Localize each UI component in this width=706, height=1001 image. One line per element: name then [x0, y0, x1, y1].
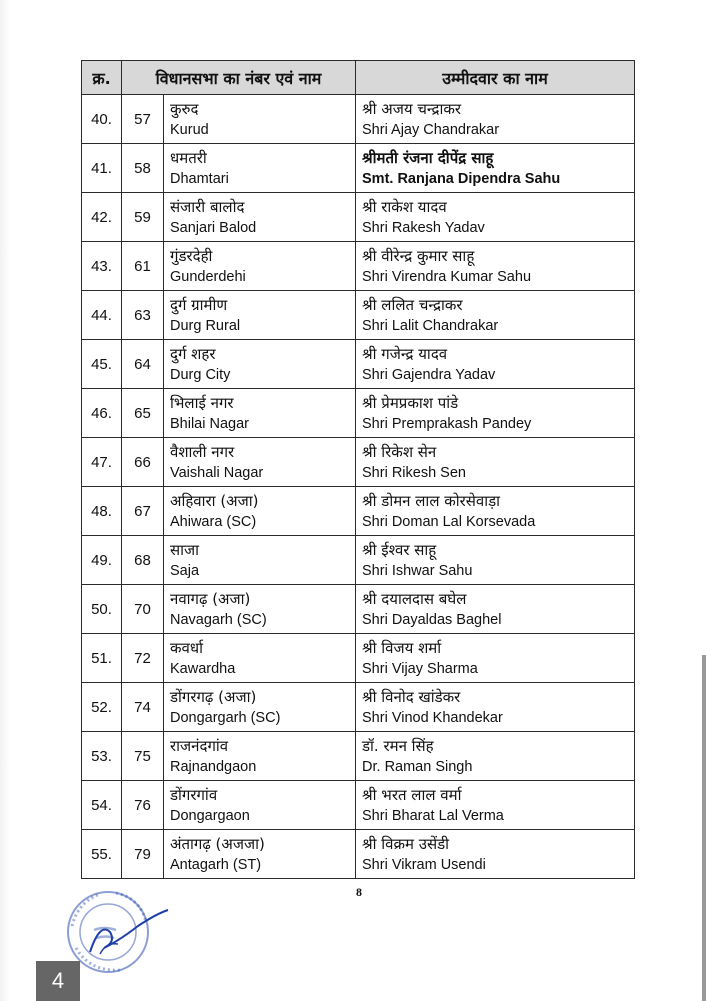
candidate-cell [356, 683, 635, 732]
candidate-name-english: Shri Dayaldas Baghel [362, 612, 502, 628]
candidate-name-english: Shri Vinod Khandekar [362, 710, 503, 726]
constituency-number: 79 [122, 830, 164, 879]
candidate-cell [356, 95, 635, 144]
constituency-name-hindi: डोंगरगांव [170, 786, 218, 804]
candidate-cell [356, 830, 635, 879]
candidate-name-hindi: श्री वीरेन्द्र कुमार साहू [362, 247, 475, 265]
candidate-name-english: Shri Bharat Lal Verma [362, 808, 504, 824]
constituency-name-english: Rajnandgaon [170, 759, 257, 775]
constituency-cell [164, 144, 356, 193]
table-row [82, 487, 635, 536]
constituency-number: 65 [122, 389, 164, 438]
constituency-cell [164, 536, 356, 585]
constituency-number: 72 [122, 634, 164, 683]
constituency-number: 70 [122, 585, 164, 634]
constituency-number: 59 [122, 193, 164, 242]
constituency-cell [164, 95, 356, 144]
constituency-name-hindi: दुर्ग ग्रामीण [170, 296, 228, 314]
constituency-cell [164, 732, 356, 781]
candidate-name-hindi: श्री प्रेमप्रकाश पांडे [362, 394, 459, 412]
table-row [82, 830, 635, 879]
serial-number: 54. [82, 781, 122, 830]
candidate-cell [356, 291, 635, 340]
table-row [82, 683, 635, 732]
constituency-name-hindi: धमतरी [170, 149, 207, 167]
serial-number: 43. [82, 242, 122, 291]
constituency-cell [164, 193, 356, 242]
constituency-number: 58 [122, 144, 164, 193]
candidate-name-english: Shri Lalit Chandrakar [362, 318, 499, 334]
constituency-name-hindi: भिलाई नगर [170, 394, 234, 412]
constituency-name-english: Dongargaon [170, 808, 250, 824]
constituency-name-english: Vaishali Nagar [170, 465, 264, 481]
table-header-row [82, 61, 635, 95]
constituency-name-english: Saja [170, 563, 200, 579]
constituency-name-hindi: डोंगरगढ़ (अजा) [170, 688, 257, 706]
candidate-name-hindi: श्री गजेन्द्र यादव [362, 345, 448, 363]
constituency-number: 66 [122, 438, 164, 487]
page-edge-shadow [0, 0, 10, 1001]
constituency-name-hindi: वैशाली नगर [170, 443, 235, 461]
table-row [82, 340, 635, 389]
table-row [82, 732, 635, 781]
candidate-name-english: Shri Ishwar Sahu [362, 563, 473, 579]
constituency-cell [164, 340, 356, 389]
header-constituency: विधानसभा का नंबर एवं नाम [122, 61, 356, 95]
constituency-cell [164, 389, 356, 438]
candidate-name-english: Shri Rakesh Yadav [362, 220, 485, 236]
constituency-cell [164, 242, 356, 291]
header-candidate: उम्मीदवार का नाम [356, 61, 635, 95]
constituency-name-hindi: गुंडरदेही [170, 247, 213, 265]
header-serial: क्र. [82, 61, 122, 95]
table-row [82, 144, 635, 193]
candidate-name-english: Shri Doman Lal Korsevada [362, 514, 536, 530]
table-row [82, 242, 635, 291]
candidate-cell [356, 781, 635, 830]
constituency-name-english: Dhamtari [170, 171, 229, 187]
scrollbar-track[interactable] [702, 655, 706, 1001]
constituency-name-english: Navagarh (SC) [170, 612, 267, 628]
candidate-cell [356, 144, 635, 193]
candidate-name-hindi: श्री भरत लाल वर्मा [362, 786, 462, 804]
table-row [82, 585, 635, 634]
constituency-cell [164, 438, 356, 487]
table-row [82, 95, 635, 144]
candidate-name-hindi: श्री दयालदास बघेल [362, 590, 467, 608]
candidate-name-hindi: श्री राकेश यादव [362, 198, 447, 216]
viewer-page-badge[interactable]: 4 [36, 961, 80, 1001]
candidate-cell [356, 193, 635, 242]
page-number: 8 [356, 885, 362, 899]
candidate-name-hindi: श्री विनोद खांडेकर [362, 688, 461, 706]
constituency-name-hindi: अंतागढ़ (अजजा) [170, 835, 265, 853]
serial-number: 42. [82, 193, 122, 242]
constituency-name-english: Durg Rural [170, 318, 241, 334]
candidate-cell [356, 242, 635, 291]
candidate-cell [356, 585, 635, 634]
table-row [82, 438, 635, 487]
constituency-name-hindi: राजनंदगांव [170, 737, 229, 755]
serial-number: 53. [82, 732, 122, 781]
constituency-name-english: Bhilai Nagar [170, 416, 249, 432]
constituency-number: 68 [122, 536, 164, 585]
candidate-cell [356, 487, 635, 536]
constituency-name-hindi: साजा [170, 541, 200, 559]
candidate-name-hindi: श्री डोमन लाल कोरसेवाड़ा [362, 492, 501, 510]
candidate-name-hindi: श्रीमती रंजना दीपेंद्र साहू [362, 149, 494, 167]
candidate-name-english: Shri Ajay Chandrakar [362, 122, 500, 138]
constituency-name-english: Dongargarh (SC) [170, 710, 281, 726]
serial-number: 52. [82, 683, 122, 732]
candidate-cell [356, 438, 635, 487]
constituency-cell [164, 781, 356, 830]
candidate-name-hindi: श्री विक्रम उसेंडी [362, 835, 450, 853]
constituency-name-hindi: दुर्ग शहर [170, 345, 216, 363]
constituency-number: 63 [122, 291, 164, 340]
constituency-name-english: Ahiwara (SC) [170, 514, 257, 530]
candidate-name-hindi: डॉ. रमन सिंह [362, 737, 434, 755]
constituency-name-hindi: संजारी बालोद [170, 198, 245, 216]
candidate-name-english: Shri Vikram Usendi [362, 857, 486, 873]
serial-number: 49. [82, 536, 122, 585]
candidate-name-hindi: श्री ललित चन्द्राकर [362, 296, 463, 314]
candidate-name-hindi: श्री अजय चन्द्राकर [362, 100, 462, 118]
constituency-cell [164, 291, 356, 340]
table-row [82, 389, 635, 438]
table-row [82, 536, 635, 585]
candidate-name-english: Shri Virendra Kumar Sahu [362, 269, 532, 285]
candidate-name-hindi: श्री ईश्वर साहू [362, 541, 437, 559]
serial-number: 47. [82, 438, 122, 487]
constituency-cell [164, 634, 356, 683]
constituency-name-hindi: अहिवारा (अजा) [170, 492, 259, 510]
constituency-number: 67 [122, 487, 164, 536]
serial-number: 41. [82, 144, 122, 193]
constituency-number: 64 [122, 340, 164, 389]
serial-number: 48. [82, 487, 122, 536]
constituency-name-hindi: नवागढ़ (अजा) [170, 590, 251, 608]
candidate-name-english: Shri Premprakash Pandey [362, 416, 532, 432]
serial-number: 45. [82, 340, 122, 389]
candidate-name-english: Dr. Raman Singh [362, 759, 473, 775]
constituency-cell [164, 585, 356, 634]
constituency-name-english: Sanjari Balod [170, 220, 257, 236]
table-row [82, 781, 635, 830]
candidate-name-english: Shri Rikesh Sen [362, 465, 466, 481]
constituency-number: 76 [122, 781, 164, 830]
serial-number: 44. [82, 291, 122, 340]
constituency-name-english: Kurud [170, 122, 209, 138]
constituency-number: 75 [122, 732, 164, 781]
serial-number: 55. [82, 830, 122, 879]
candidate-cell [356, 340, 635, 389]
constituency-cell [164, 487, 356, 536]
candidate-cell [356, 389, 635, 438]
constituency-cell [164, 830, 356, 879]
constituency-number: 57 [122, 95, 164, 144]
candidate-name-english: Shri Vijay Sharma [362, 661, 478, 677]
candidate-cell [356, 732, 635, 781]
candidate-list-table [81, 60, 635, 879]
candidate-cell [356, 536, 635, 585]
constituency-name-english: Gunderdehi [170, 269, 246, 285]
constituency-name-hindi: कवर्धा [170, 639, 203, 657]
constituency-name-english: Kawardha [170, 661, 236, 677]
serial-number: 50. [82, 585, 122, 634]
constituency-number: 74 [122, 683, 164, 732]
table-row [82, 291, 635, 340]
table-row [82, 193, 635, 242]
serial-number: 46. [82, 389, 122, 438]
candidate-name-english: Smt. Ranjana Dipendra Sahu [362, 171, 561, 187]
constituency-cell [164, 683, 356, 732]
constituency-number: 61 [122, 242, 164, 291]
constituency-name-english: Antagarh (ST) [170, 857, 262, 873]
serial-number: 40. [82, 95, 122, 144]
candidate-cell [356, 634, 635, 683]
serial-number: 51. [82, 634, 122, 683]
candidate-name-hindi: श्री विजय शर्मा [362, 639, 442, 657]
table-row [82, 634, 635, 683]
candidate-name-hindi: श्री रिकेश सेन [362, 443, 437, 461]
candidate-name-english: Shri Gajendra Yadav [362, 367, 496, 383]
constituency-name-english: Durg City [170, 367, 231, 383]
constituency-name-hindi: कुरुद [170, 100, 199, 118]
